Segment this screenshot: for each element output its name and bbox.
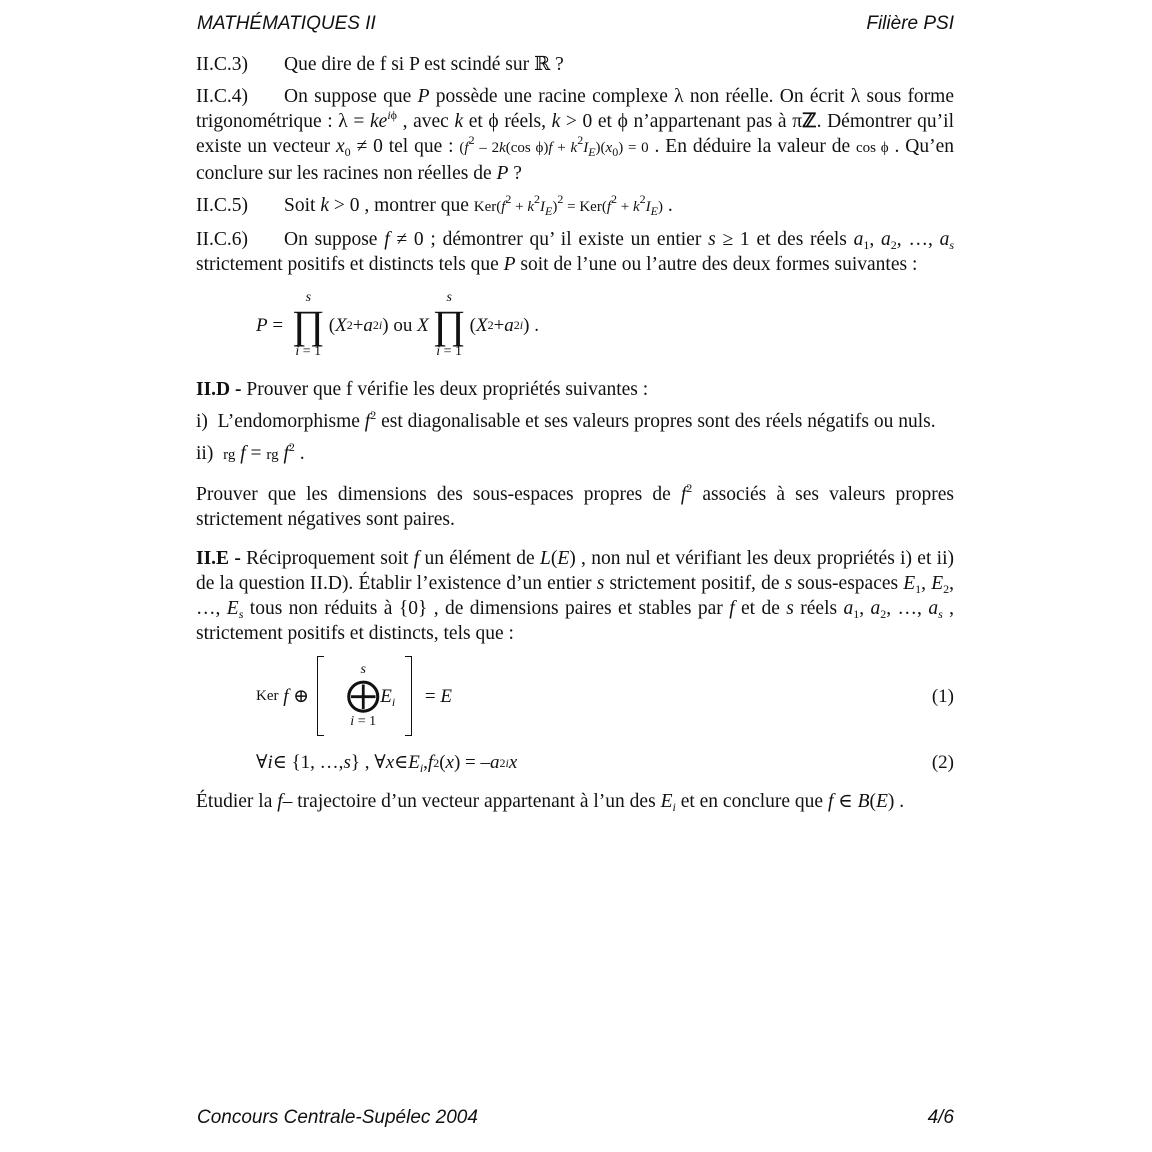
equation-2: ∀ i ∈ {1, …, s } , ∀ x ∈ $E_i$ , f 2 ( x ) = – a 2 i x (2) — [256, 752, 954, 775]
footer-contest: Concours Centrale-Supélec 2004 — [197, 1107, 478, 1128]
page-content — [196, 52, 954, 821]
label-c3: II.C.3) — [196, 54, 248, 75]
property-i: i) L’endomorphisme $f^2$ est diagonalisable et ses valeurs propres sont des réels négatifs ou nuls. — [196, 408, 936, 432]
label-d: II.D - — [196, 379, 242, 400]
header-track: Filière PSI — [866, 13, 954, 34]
footer-page-number: 4/6 — [927, 1107, 954, 1128]
product-formula: P = s ∏ i = 1 ( X 2 + a 2 i ) ou X s ∏ i = 1 ( X 2 + a 2 i ) . — [256, 290, 539, 359]
property-ii: ii) rg f = rg $f^2$ . — [196, 440, 305, 464]
section-c5: II.C.5) Soit k > 0 , montrer que $Ker(f^2 + k^2I_E)^2 = Ker(f^2 + k^2I_E)$ . — [196, 192, 673, 218]
section-e-question: Étudier la f– trajectoire d’un vecteur appartenant à l’un des $E_i$ et en conclure que f ∈ B(E) . — [196, 791, 905, 814]
equation-number-2: (2) — [931, 752, 954, 773]
section-d-question: Prouver que les dimensions des sous-espaces propres de $f^2$ associés à ses valeurs propres strictement négatives sont paires. — [196, 481, 954, 530]
equation-number-1: (1) — [931, 685, 954, 707]
label-c5: II.C.5) — [196, 195, 248, 216]
equation-1: Ker f ⊕ s ⨁ i = 1 $E_i$ = E (1) — [256, 656, 954, 736]
label-e: II.E - — [196, 548, 241, 569]
direct-sum-symbol: s ⨁ i = 1 — [346, 662, 381, 729]
bracket-group: s ⨁ i = 1 $E_i$ — [317, 656, 412, 736]
text-d: Prouver que f vérifie les deux propriétés suivantes : — [246, 379, 649, 400]
section-d — [196, 377, 954, 402]
section-c6: II.C.6) On suppose f ≠ 0 ; démontrer qu’ il existe un entier s ≥ 1 et des réels $a_1$, $a_2$, …, $a_s$ strictement positifs et distincts tels que P soit de l’une ou l’autre des deux formes suivantes : — [196, 229, 955, 275]
text-c3: Que dire de f si P est scindé sur ℝ ? — [284, 54, 564, 75]
product-symbol-2: s ∏ i = 1 — [432, 290, 466, 359]
section-e: II.E - Réciproquement soit f un élément de L(E) , non nul et vérifiant les deux propriétés i) et ii) de la question II.D). Établir l’existence d’un entier s strictement positif, de s sous-espaces $E_1$, $E_2$, …, $E_s$ tous non réduits à {0} , de dimensions paires et stables par f et de s réels $a_1$, $a_2$, …, $a_s$ , strictement positifs et distincts, tels que : — [196, 548, 955, 644]
section-c3 — [196, 52, 954, 77]
header-title: MATHÉMATIQUES II — [197, 13, 376, 34]
label-c6: II.C.6) — [196, 229, 248, 250]
product-symbol: s ∏ i = 1 — [291, 290, 325, 359]
label-c4: II.C.4) — [196, 86, 248, 107]
word-ou: ou — [393, 314, 413, 336]
section-c4: II.C.4) On suppose que P possède une racine complexe λ non réelle. On écrit λ sous forme trigonométrique : $\lambda = ke^{i\phi}$ , avec k et ϕ réels, k > 0 et ϕ n’appartenant pas à πℤ. Démontrer qu’il existe un vecteur $x_0 \ne 0$ tel que : ($f^2 - 2k(\cos$ $\phi)f + k^2I_E)(x_0) = 0$ . En déduire la valeur de cos ϕ . Qu’en conclure sur les racines non réelles de P ? — [196, 86, 955, 184]
